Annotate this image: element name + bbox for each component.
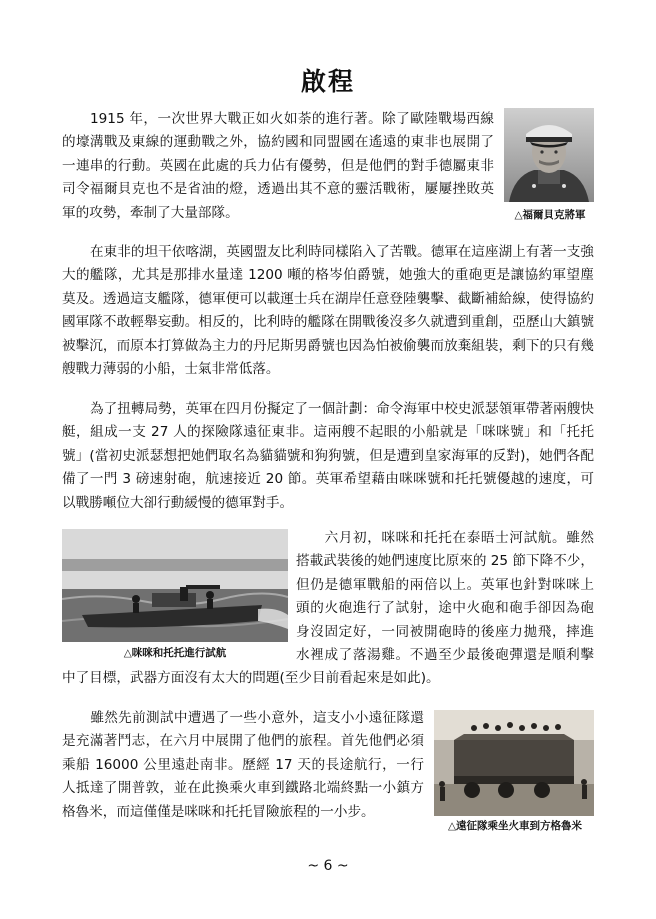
paragraph-3-text: 為了扭轉局勢，英軍在四月份擬定了一個計劃：命令海軍中校史派瑟領軍帶著兩艘快艇，組成一支 27 人的探險隊遠征東非。這兩艘不起眼的小船就是「咪咪號」和「托托號」(當初史派瑟想把她們取名為貓貓號和狗狗號，但是遭到皇家海軍的反對)，她們各配備了一門 3 磅速射砲，航速接近 20 節。英軍希望藉由咪咪號和托托號優越的速度，可以戰勝噸位大卻行動緩慢的德軍對手。	[62, 401, 594, 511]
general-portrait-photo	[504, 108, 594, 202]
page-number: ~ 6 ~	[307, 858, 349, 874]
paragraph-4	[62, 527, 594, 691]
page-title: 啟程	[300, 67, 355, 96]
paragraph-5	[62, 707, 424, 824]
train-photo	[434, 710, 594, 816]
general-photo-caption: △福爾貝克將軍	[514, 209, 586, 221]
paragraph-3	[62, 398, 594, 515]
paragraph-1-text: 1915 年，一次世界大戰正如火如荼的進行著。除了歐陸戰場西線的壕溝戰及東線的運動戰之外，協約國和同盟國在遙遠的東非也展開了一連串的行動。英國在此處的兵力佔有優勢，但是他們的對手德屬東非司令福爾貝克也不是省油的燈，透過出其不意的靈活戰術，屢屢挫敗英軍的攻勢，牽制了大量部隊。	[62, 111, 494, 221]
paragraph-1	[62, 108, 494, 225]
paragraph-2-text: 在東非的坦干依喀湖，英國盟友比利時同樣陷入了苦戰。德軍在這座湖上有著一支強大的艦隊，尤其是那排水量達 1200 噸的格岑伯爵號，她強大的重砲更是讓協約軍望塵莫及。透過這支艦隊，德軍便可以載運士兵在湖岸任意登陸襲擊、截斷補給線，使得協約國軍隊不敢輕舉妄動。相反的，比利時的艦隊在開戰後沒多久就遭到重創，亞歷山大鎮號被擊沉，而原本打算做為主力的丹尼斯男爵號也因為怕被偷襲而放棄組裝，剩下的只有幾艘戰力薄弱的小船，士氣非常低落。	[62, 244, 594, 378]
paragraph-4-text: 六月初，咪咪和托托在泰晤士河試航。雖然搭載武裝後的她們速度比原來的 25 節下降不少，但仍是德軍戰船的兩倍以上。英軍也針對咪咪上頭的火砲進行了試射，途中火砲和砲手卻因為砲身沒固定好，一同被開砲時的後座力拋飛，摔進水裡成了落湯雞。不過至少最後砲彈還是順利擊中了目標，武器方面沒有太大的問題(至少目前看起來是如此)。	[62, 530, 594, 687]
train-photo-caption: △遠征隊乘坐火車到方格魯米	[447, 820, 583, 832]
boat-photo-caption: △咪咪和托托進行試航	[123, 647, 227, 659]
paragraph-2	[62, 241, 594, 381]
paragraph-5-text: 雖然先前測試中遭遇了一些小意外，這支小小遠征隊還是充滿著鬥志，在六月中展開了他們的旅程。首先他們必須乘船 16000 公里遠赴南非。歷經 17 天的長途航行，一行人抵達了開普敦，並在此換乘火車到鐵路北端終點一小鎮方格魯米，而這僅僅是咪咪和托托冒險旅程的一小步。	[62, 710, 424, 820]
